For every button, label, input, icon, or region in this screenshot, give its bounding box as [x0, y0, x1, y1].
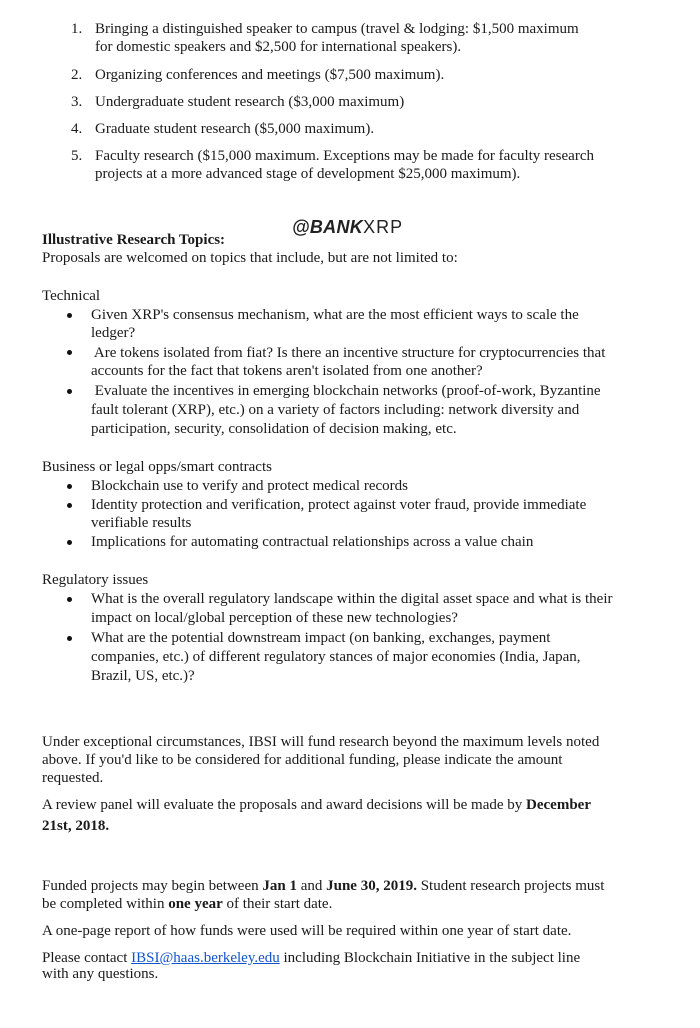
list-item-text: projects at a more advanced stage of development $25,000 maximum).: [95, 166, 521, 182]
funded-duration: one year: [168, 896, 223, 912]
bullet-icon: [67, 540, 72, 545]
bullet-icon: [67, 389, 72, 394]
list-item-text: Bringing a distinguished speaker to campus (travel & lodging: $1,500 maximum: [95, 21, 579, 37]
list-number: 5.: [71, 148, 83, 164]
list-number: 4.: [71, 121, 83, 137]
bullet-icon: [67, 484, 72, 489]
subsection-heading: Regulatory issues: [42, 572, 149, 588]
list-number: 3.: [71, 94, 83, 110]
bullet-text: fault tolerant (XRP), etc.) on a variety of factors including: network diversity and: [91, 402, 580, 418]
bullet-icon: [67, 503, 72, 508]
subsection-heading: Business or legal opps/smart contracts: [42, 459, 272, 475]
funded-line2-suffix: of their start date.: [222, 896, 333, 912]
list-number: 2.: [71, 67, 83, 83]
funded-prefix: Funded projects may begin between: [42, 878, 263, 894]
contact-suffix: including Blockchain Initiative in the subject line: [279, 950, 581, 966]
subsection-heading: Technical: [42, 288, 101, 304]
bullet-text: What are the potential downstream impact (on banking, exchanges, payment: [91, 630, 551, 646]
watermark-logo: [292, 217, 403, 238]
bullet-text: companies, etc.) of different regulatory stances of major economies (India, Japan,: [91, 649, 581, 665]
bullet-icon: [67, 636, 72, 641]
funded-suffix: Student research projects must: [416, 878, 605, 894]
bullet-text: impact on local/global perception of these new technologies?: [91, 610, 458, 626]
contact-prefix: Please contact: [42, 950, 132, 966]
funded-date1: Jan 1: [262, 878, 297, 894]
bullet-text: Evaluate the incentives in emerging blockchain networks (proof-of-work, Byzantine: [91, 383, 601, 399]
paragraph-line: [42, 796, 591, 814]
paragraph-line: requested.: [42, 770, 104, 786]
funded-date2: June 30, 2019.: [326, 878, 417, 894]
list-item-text: for domestic speakers and $2,500 for international speakers).: [95, 39, 462, 55]
paragraph-line: above. If you'd like to be considered for additional funding, please indicate the amount: [42, 752, 563, 768]
paragraph-line: Under exceptional circumstances, IBSI will fund research beyond the maximum levels noted: [42, 734, 600, 750]
bullet-text: Implications for automating contractual relationships across a value chain: [91, 534, 534, 550]
funded-and: and: [296, 878, 327, 894]
contact-email-link[interactable]: IBSI@haas.berkeley.edu: [131, 950, 280, 966]
review-text: A review panel will evaluate the proposals and award decisions will be made by: [42, 797, 527, 813]
watermark-thin: XRP: [363, 217, 404, 237]
bullet-text: accounts for the fact that tokens aren't isolated from one another?: [91, 363, 483, 379]
bullet-icon: [67, 597, 72, 602]
paragraph-line: [42, 895, 332, 913]
section-intro: Proposals are welcomed on topics that include, but are not limited to:: [42, 250, 458, 266]
bullet-text: verifiable results: [91, 515, 192, 531]
watermark-bold: @BANK: [292, 217, 364, 237]
list-item-text: Organizing conferences and meetings ($7,500 maximum).: [95, 67, 445, 83]
list-number: 1.: [71, 21, 83, 37]
bullet-text: Identity protection and verification, protect against voter fraud, provide immediate: [91, 497, 587, 513]
bullet-text: What is the overall regulatory landscape within the digital asset space and what is their: [91, 591, 613, 607]
bullet-text: Blockchain use to verify and protect medical records: [91, 478, 408, 494]
section-heading: Illustrative Research Topics:: [42, 232, 226, 248]
bullet-icon: [67, 350, 72, 355]
bullet-text: Brazil, US, etc.)?: [91, 668, 195, 684]
review-date-part2: 21st, 2018.: [42, 818, 110, 834]
review-date-part1: December: [526, 797, 591, 813]
list-item-text: Graduate student research ($5,000 maximum).: [95, 121, 375, 137]
bullet-text: ledger?: [91, 325, 136, 341]
bullet-icon: [67, 313, 72, 318]
funded-line2-prefix: be completed within: [42, 896, 169, 912]
bullet-text: Are tokens isolated from fiat? Is there an incentive structure for cryptocurrencies that: [91, 345, 606, 361]
list-item-text: Faculty research ($15,000 maximum. Exceptions may be made for faculty research: [95, 148, 594, 164]
report-paragraph: A one-page report of how funds were used will be required within one year of start date.: [42, 923, 572, 939]
paragraph-line: [42, 877, 604, 895]
list-item-text: Undergraduate student research ($3,000 maximum): [95, 94, 405, 110]
bullet-text: Given XRP's consensus mechanism, what are the most efficient ways to scale the: [91, 307, 579, 323]
paragraph-line: with any questions.: [42, 966, 159, 982]
bullet-text: participation, security, consolidation of decision making, etc.: [91, 421, 457, 437]
